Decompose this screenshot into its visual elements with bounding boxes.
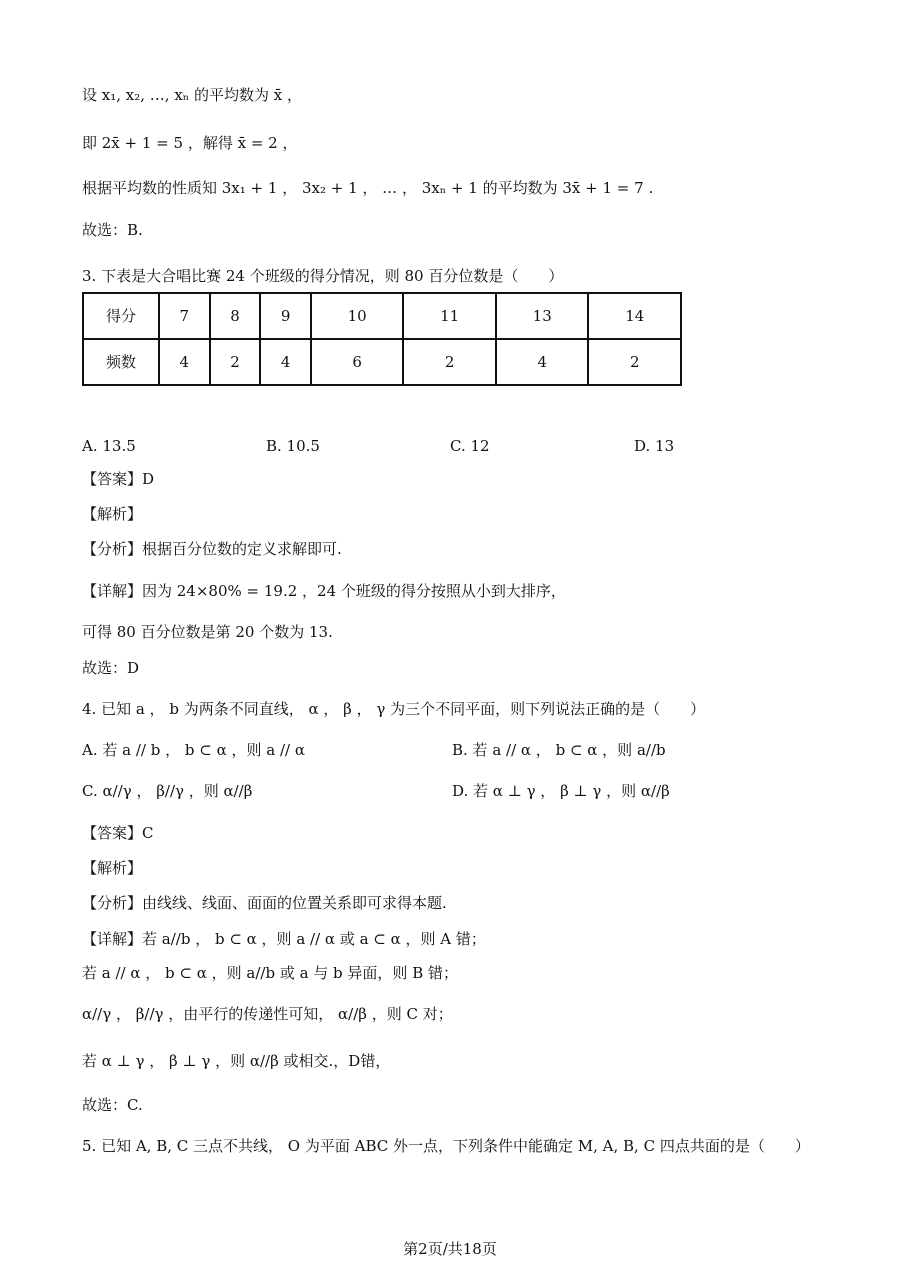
option-c: C. α//γ ， β//γ ，则 α//β — [82, 782, 253, 800]
option-b: B. 若 a // α ， b ⊂ α ，则 a//b — [452, 741, 666, 759]
score-frequency-table — [82, 292, 682, 386]
solution-line-choose: 故选：B. — [82, 221, 143, 239]
table-cell: 6 — [311, 339, 404, 385]
page-number-footer: 第2页/共18页 — [403, 1240, 497, 1258]
table-cell: 2 — [588, 339, 681, 385]
table-row-score — [83, 293, 681, 339]
table-cell: 11 — [403, 293, 496, 339]
question-4-options-row-2 — [82, 780, 814, 802]
question-3-options — [82, 435, 814, 457]
table-cell: 4 — [496, 339, 589, 385]
question-4-analysis: 【分析】由线线、线面、面面的位置关系即可求得本题. — [82, 894, 447, 912]
table-row-label: 得分 — [83, 293, 159, 339]
option-d: D. 若 α ⊥ γ ， β ⊥ γ ，则 α//β — [452, 782, 670, 800]
table-cell: 2 — [403, 339, 496, 385]
question-4-detail-3: α//γ ， β//γ ，由平行的传递性可知， α//β ，则 C 对； — [82, 1005, 453, 1023]
table-cell: 10 — [311, 293, 404, 339]
option-d: D. 13 — [634, 437, 675, 455]
table-cell: 4 — [260, 339, 311, 385]
table-cell: 4 — [159, 339, 210, 385]
question-4-choose: 故选：C. — [82, 1096, 143, 1114]
table-row-label: 频数 — [83, 339, 159, 385]
question-3-detail-1: 【详解】因为 24×80% = 19.2 ，24 个班级的得分按照从小到大排序， — [82, 582, 566, 600]
table-cell: 13 — [496, 293, 589, 339]
question-3-choose: 故选：D — [82, 659, 140, 677]
question-3-stem: 3. 下表是大合唱比赛 24 个班级的得分情况，则 80 百分位数是（ ） — [82, 267, 564, 285]
question-4-stem: 4. 已知 a ， b 为两条不同直线， α ， β ， γ 为三个不同平面，则下列说法正确的是（ ） — [82, 700, 706, 718]
question-4-options-row-1 — [82, 739, 814, 761]
option-a: A. 若 a // b ， b ⊂ α ，则 a // α — [82, 741, 305, 759]
question-4-detail-2: 若 a // α ， b ⊂ α ，则 a//b 或 a 与 b 异面，则 B 错； — [82, 964, 458, 982]
option-b: B. 10.5 — [266, 437, 320, 455]
option-a: A. 13.5 — [82, 437, 136, 455]
table-cell: 8 — [210, 293, 261, 339]
question-4-detail-4: 若 α ⊥ γ ， β ⊥ γ ，则 α//β 或相交.，D错， — [82, 1052, 391, 1070]
table-cell: 7 — [159, 293, 210, 339]
table-row-frequency — [83, 339, 681, 385]
table-cell: 14 — [588, 293, 681, 339]
question-4-answer: 【答案】C — [82, 824, 154, 842]
solution-line-mean-def: 设 x₁, x₂, …, xₙ 的平均数为 x̄ ， — [82, 86, 303, 104]
question-3-detail-2: 可得 80 百分位数是第 20 个数为 13. — [82, 623, 333, 641]
question-3-analysis-title: 【解析】 — [82, 505, 143, 523]
question-3-answer: 【答案】D — [82, 470, 155, 488]
question-5-stem: 5. 已知 A, B, C 三点不共线， O 为平面 ABC 外一点，下列条件中能确定 M, A, B, C 四点共面的是（ ） — [82, 1137, 810, 1155]
question-3-analysis: 【分析】根据百分位数的定义求解即可. — [82, 540, 342, 558]
solution-line-solve: 即 2x̄ + 1 = 5 ，解得 x̄ = 2 ， — [82, 134, 298, 152]
question-4-detail-1: 【详解】若 a//b ， b ⊂ α ，则 a // α 或 a ⊂ α ，则 A 错； — [82, 930, 486, 948]
solution-line-property: 根据平均数的性质知 3x₁ + 1 ， 3x₂ + 1 ， … ， 3xₙ + 1 的平均数为 3x̄ + 1 = 7 . — [82, 179, 654, 197]
table-cell: 9 — [260, 293, 311, 339]
question-4-analysis-title: 【解析】 — [82, 859, 143, 877]
table-cell: 2 — [210, 339, 261, 385]
option-c: C. 12 — [450, 437, 490, 455]
